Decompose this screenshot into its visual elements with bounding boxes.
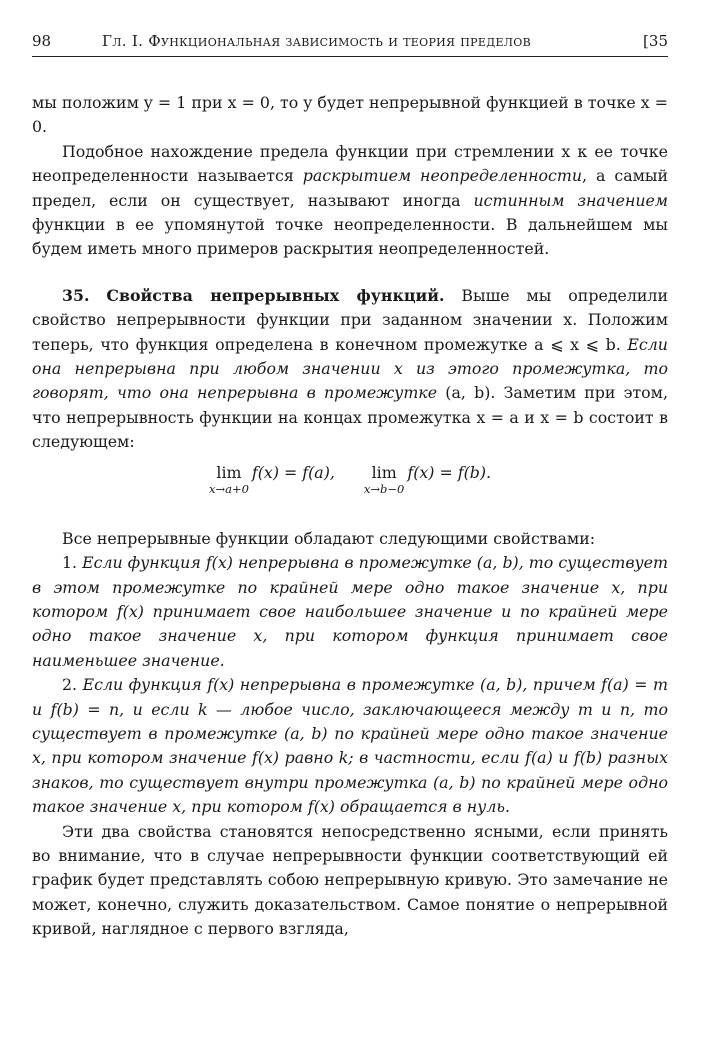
section-paragraph (32, 284, 668, 455)
lim-word: lim (371, 462, 397, 482)
paragraph-properties-intro: Все непрерывные функции обладают следующими свойствами: (62, 528, 596, 548)
paragraph-indeterminacy (32, 140, 668, 262)
page-body (32, 91, 668, 942)
property-text: Если функция f(x) непрерывна в промежутке (a, b), причем f(a) = m и f(b) = n, и если k — любое число, заключающееся между m и n, то существует в промежутке (a, b) по крайней мере одно такое значение x, при котором значение f(x) равно k; в частности, если f(a) и f(b) разных знаков, то существует внутри промежутка (a, b) по крайней мере одно такое значение x, при котором f(x) обращается в нуль. (32, 675, 668, 817)
paragraph-text: Выше мы определили свойство непрерывности функции при заданном значении x. Положим теперь, что функция определена в конечном промежутке a ⩽ x ⩽ b. (32, 285, 668, 354)
property-2 (32, 673, 668, 819)
paragraph-text: функции в ее упомянутой точке неопределенности. В дальнейшем мы будем иметь много примеров раскрытия неопределенностей. (32, 215, 668, 259)
limit-operator (364, 463, 404, 496)
property-text: Если функция f(x) непрерывна в промежутке (a, b), то существует в этом промежутке по крайней мере одно такое значение x, при котором f(x) принимает свое наибольшее значение и по крайней мере одно такое значение x, при котором функция принимает свое наименьшее значение. (32, 553, 668, 670)
section-spacer (32, 262, 668, 284)
property-number: 1. (62, 553, 78, 573)
header-rule (32, 56, 668, 57)
lim-word: lim (216, 462, 242, 482)
display-formula (32, 461, 668, 517)
page-number: 98 (32, 32, 52, 50)
emphasis-term: истинным значением (473, 190, 668, 210)
limit-right (364, 463, 491, 496)
limit-operator (209, 463, 249, 496)
paragraph-graph-remark: Эти два свойства становятся непосредственно ясными, если принять во внимание, что в случае непрерывности функции соответствующий ей график будет представлять собою непрерывную кривую. Это замечание не может, конечно, служить доказательством. Самое понятие о непрерывной кривой, наглядное с первого взгляда, (32, 821, 668, 939)
section-number: 35. (62, 285, 90, 305)
lim-subscript: x→b−0 (363, 481, 405, 496)
paragraph-continuation: мы положим y = 1 при x = 0, то y будет непрерывной функцией в точке x = 0. (32, 93, 668, 137)
lim-subscript: x→a+0 (208, 481, 249, 496)
section-title: Свойства непрерывных функций. (106, 285, 445, 305)
paragraph-text: (a, b). Заметим при этом, что непрерывность функции на концах промежутка x = a и x = b состоит в следующем: (32, 383, 668, 452)
limit-left (209, 463, 335, 496)
paragraph-text: , а самый предел, если он существует, называют иногда (32, 166, 668, 210)
definition-italic: Если она непрерывна при любом значении x из этого промежутка, то говорят, что она непрерывна в промежутке (32, 334, 668, 403)
property-1 (32, 551, 668, 673)
section-reference: [35 (643, 32, 668, 50)
property-number: 2. (62, 675, 78, 695)
limit-expression: f(x) = f(b). (407, 462, 492, 482)
paragraph-text: Подобное нахождение предела функции при стремлении x к ее точке неопределенности называется (32, 141, 668, 186)
chapter-title: Гл. I. Функциональная зависимость и теория пределов (102, 32, 531, 50)
running-header (32, 30, 668, 52)
emphasis-term: раскрытием неопределенности (302, 166, 583, 186)
limit-expression: f(x) = f(a), (251, 462, 335, 482)
